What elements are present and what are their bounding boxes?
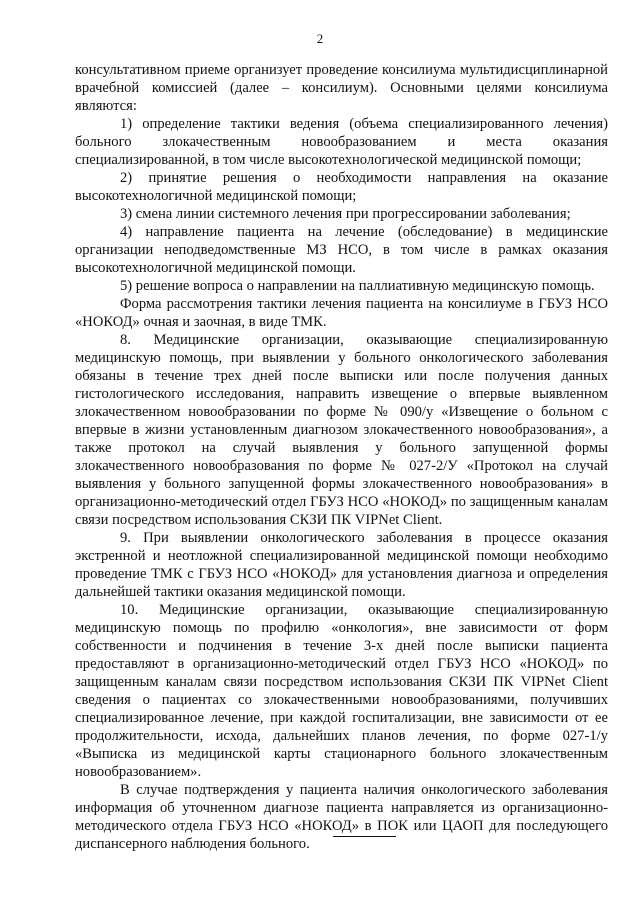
- paragraph-goal-2: 2) принятие решения о необходимости направления на оказание высокотехнологичной медицинской помощи;: [75, 170, 608, 204]
- document-body: [75, 61, 608, 853]
- paragraph-item-8: 8. Медицинские организации, оказывающие специализированную медицинскую помощь, при выявлении у больного онкологического заболевания обязаны в течение трех дней после выписки или после получения данных гистологического исследования, направить извещение о впервые выявленном злокачественном новообразовании по форме № 090/у «Извещение о больном с впервые в жизни установленным диагнозом злокачественного новообразования», а также протокол на случай выявления у больного запущенной формы злокачественного новообразования по форме № 027-2/У «Протокол на случай выявления у больного запущенной формы злокачественного новообразования» в организационно-методический отдел ГБУЗ НСО «НОКОД» по защищенным каналам связи посредством использования СКЗИ ПК VIPNet Client.: [75, 332, 608, 528]
- paragraph-goal-4: 4) направление пациента на лечение (обследование) в медицинские организации неподведомственные МЗ НСО, в том числе в рамках оказания высокотехнологичной медицинской помощи.: [75, 224, 608, 276]
- paragraph-consilium-form: Форма рассмотрения тактики лечения пациента на консилиуме в ГБУЗ НСО «НОКОД» очная и заочная, в виде ТМК.: [75, 296, 608, 330]
- paragraph-goal-1: 1) определение тактики ведения (объема специализированного лечения) больного злокачественным новообразованием и места оказания специализированной, в том числе высокотехнологической медицинской помощи;: [75, 116, 608, 168]
- paragraph-item-10: 10. Медицинские организации, оказывающие специализированную медицинскую помощь по профилю «онкология», вне зависимости от форм собственности и подчинения в течение 3-х дней после выписки пациента предоставляют в организационно-методический отдел ГБУЗ НСО «НОКОД» по защищенным каналам связи посредством использования СКЗИ ПК VIPNet Client сведения о пациентах со злокачественными новообразованиями, получивших специализированное лечение, при каждой госпитализации, вне зависимости от ее продолжительности, исхода, дальнейших планов лечения, по форме 027-1/у «Выписка из медицинской карты стационарного больного злокачественным новообразованием».: [75, 602, 608, 780]
- paragraph-goal-5: 5) решение вопроса о направлении на паллиативную медицинскую помощь.: [120, 278, 595, 294]
- page-number: 2: [316, 31, 324, 46]
- paragraph-item-9: 9. При выявлении онкологического заболевания в процессе оказания экстренной и неотложной специализированной медицинской помощи необходимо проведение ТМК с ГБУЗ НСО «НОКОД» для установления диагноза и определения дальнейшей тактики оказания медицинской помощи.: [75, 530, 608, 600]
- paragraph-goal-3: 3) смена линии системного лечения при прогрессировании заболевания;: [120, 206, 571, 222]
- paragraph-intro: консультативном приеме организует проведение консилиума мультидисциплинарной врачебной комиссией (далее – консилиум). Основными целями консилиума являются:: [75, 62, 608, 114]
- paragraph-confirmation: В случае подтверждения у пациента наличия онкологического заболевания информация об уточненном диагнозе пациента направляется из организационно-методического отдела ГБУЗ НСО «НОКОД» в ПОК или ЦАОП для последующего диспансерного наблюдения больного.: [75, 782, 608, 852]
- end-divider: [333, 836, 396, 837]
